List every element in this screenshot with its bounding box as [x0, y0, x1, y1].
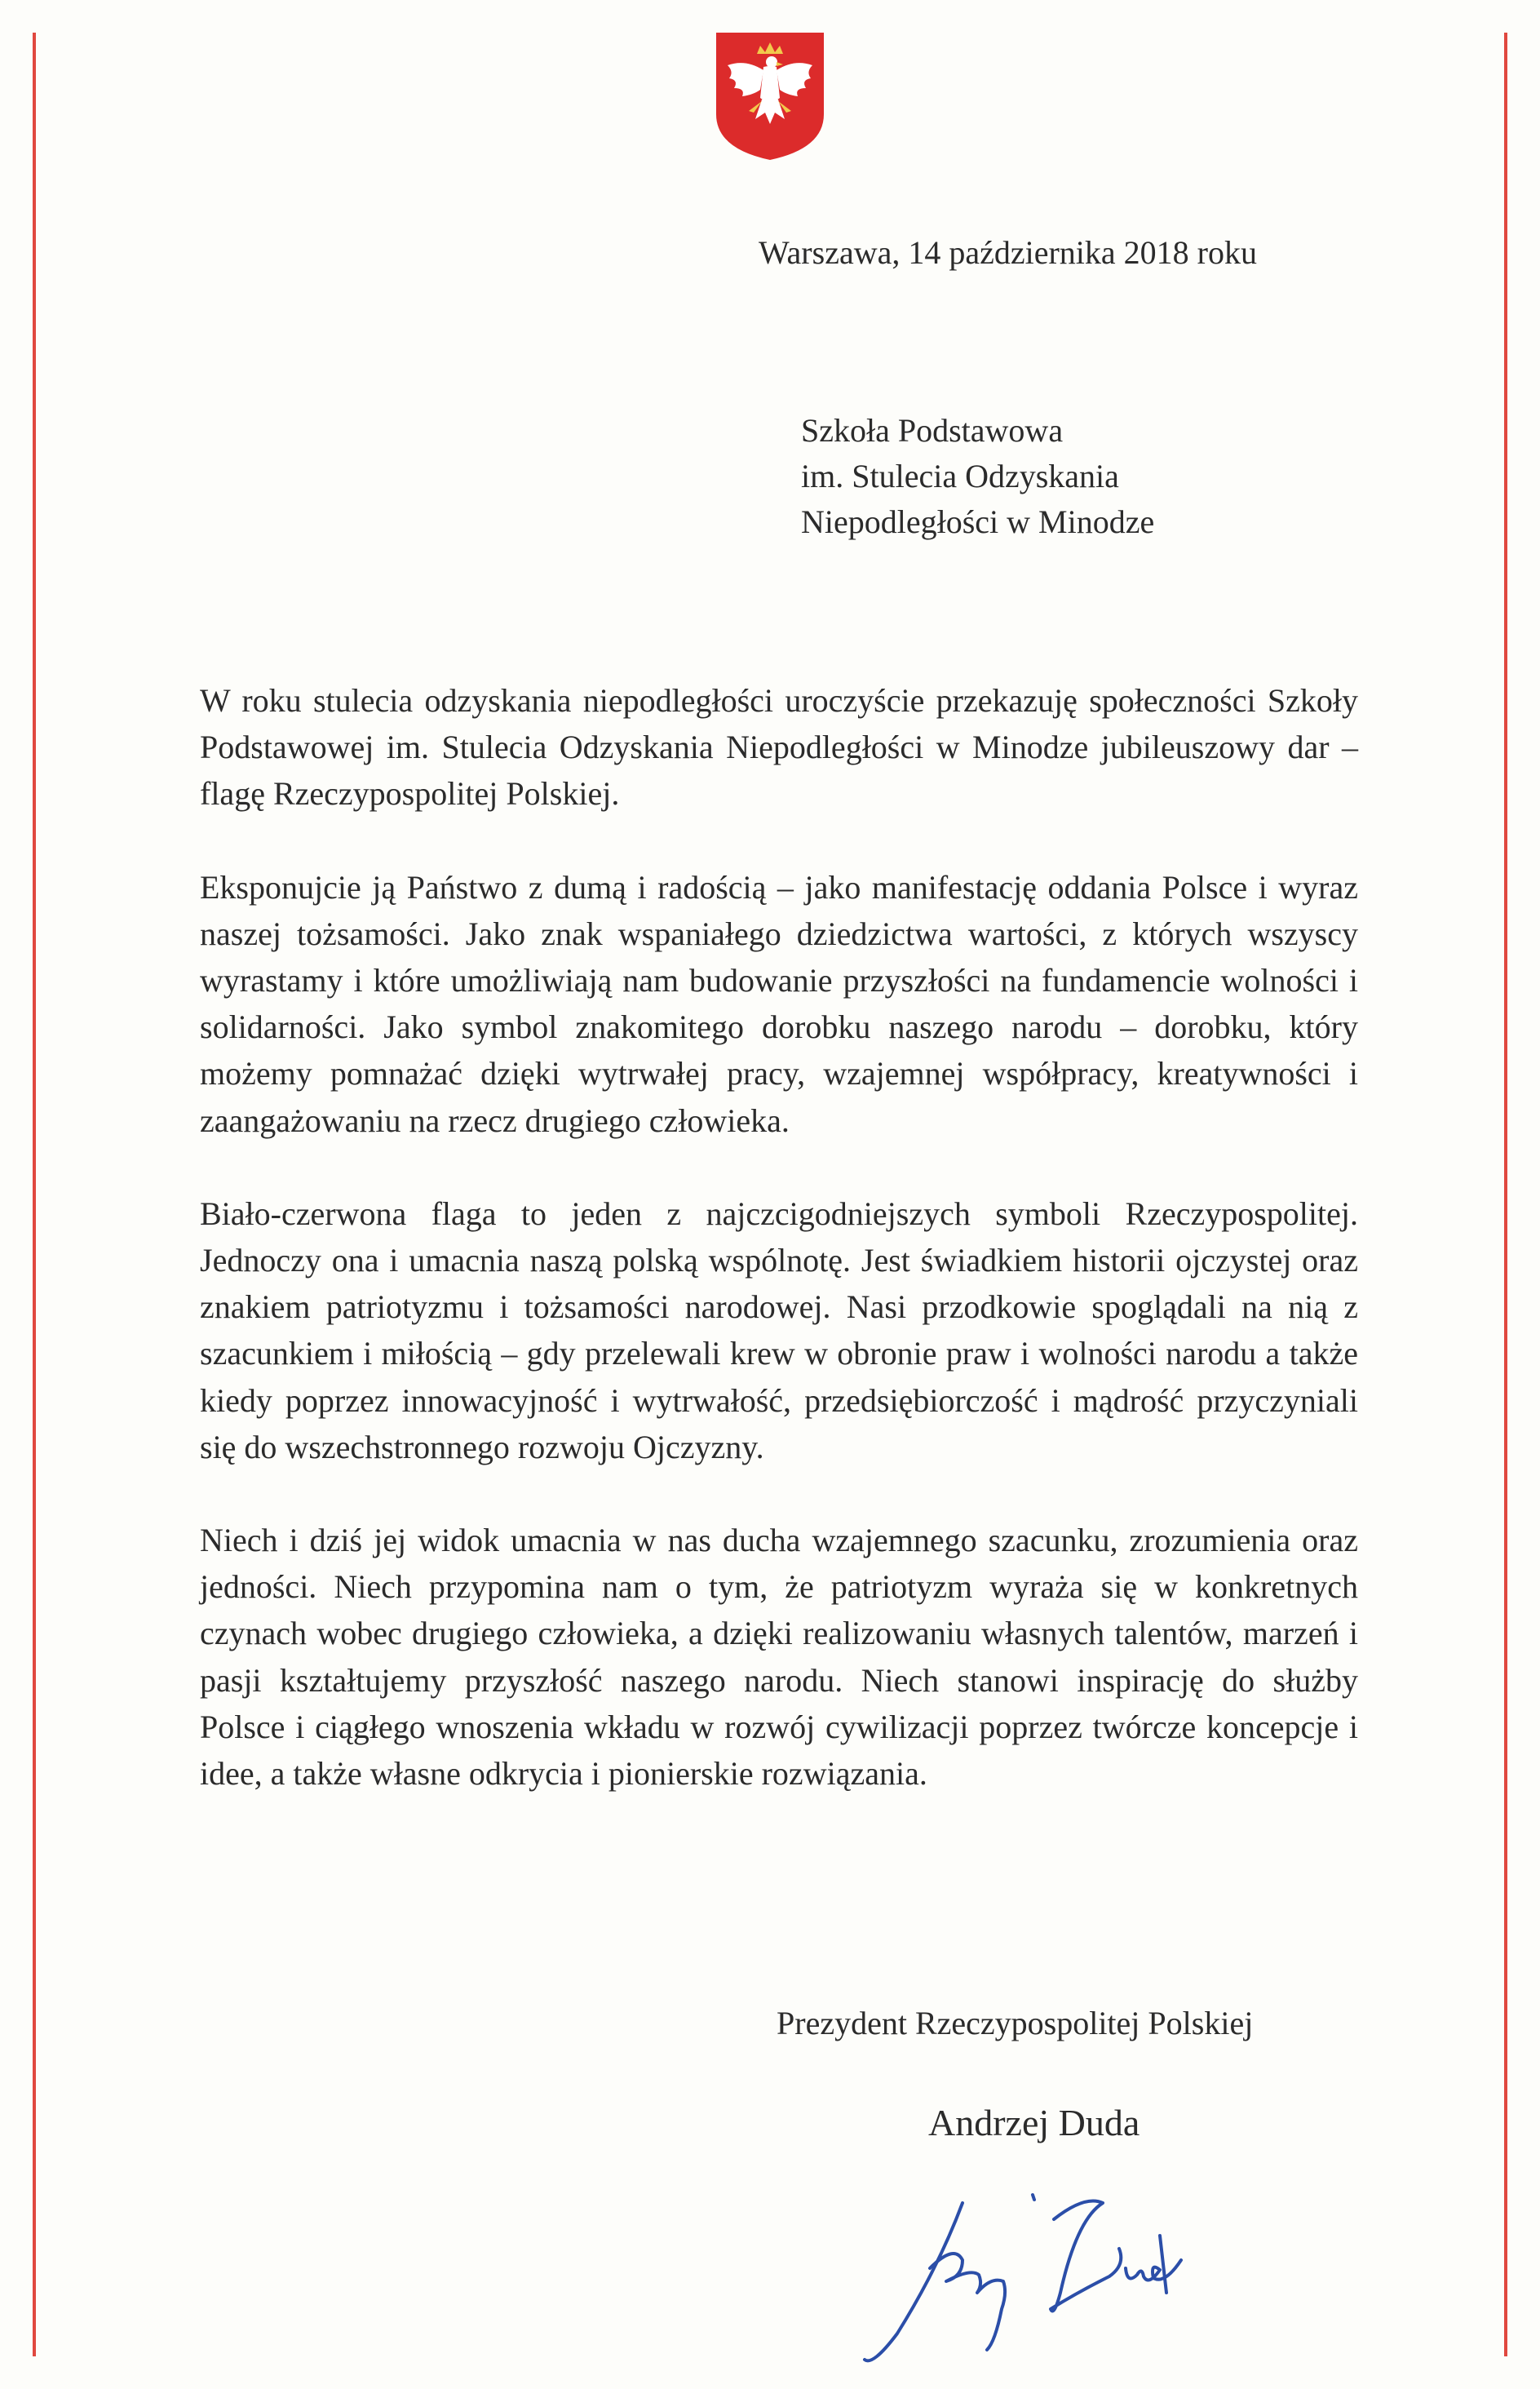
letter-body — [200, 677, 1358, 1843]
body-paragraph-1: W roku stulecia odzyskania niepodległości uroczyście przekazuję społeczności Szkoły Podstawowej im. Stulecia Odzyskania Niepodległości w Minodze jubileuszowy dar – flagę Rzeczypospolitej Polskiej. — [200, 682, 1358, 813]
body-paragraph-4: Niech i dziś jej widok umacnia w nas ducha wzajemnego szacunku, zrozumienia oraz jedności. Niech przypomina nam o tym, że patriotyzm wyraża się w konkretnych czynach wobec drugiego człowieka, a dzięki realizowaniu własnych talentów, marzeń i pasji kształtujemy przyszłość naszego narodu. Niech stanowi inspirację do służby Polsce i ciągłego wnoszenia wkładu w rozwój cywilizacji poprzez twórcze koncepcje i idee, a także własne odkrycia i pionierskie rozwiązania. — [200, 1522, 1358, 1793]
letter-date: Warszawa, 14 października 2018 roku — [759, 234, 1257, 271]
closing-name: Andrzej Duda — [928, 2102, 1140, 2143]
recipient-line-3: Niepodległości w Minodze — [801, 503, 1155, 540]
recipient-line-1: Szkoła Podstawowa — [801, 412, 1064, 449]
body-paragraph-3: Biało-czerwona flaga to jeden z najczcigodniejszych symboli Rzeczypospolitej. Jednoczy ona i umacnia naszą polską wspólnotę. Jest świadkiem historii ojczystej oraz znakiem patriotyzmu i tożsamości narodowej. Nasi przodkowie spoglądali na nią z szacunkiem i miłością – gdy przelewali krew w obronie praw i wolności narodu a także kiedy poprzez innowacyjność i wytrwałość, przedsiębiorczość i mądrość przyczyniali się do wszechstronnego rozwoju Ojczyzny. — [200, 1194, 1358, 1465]
left-border-line — [33, 33, 36, 2356]
recipient-address — [801, 408, 1421, 545]
body-paragraph-2: Eksponujcie ją Państwo z dumą i radością – jako manifestację oddania Polsce i wyraz naszej tożsamości. Jako znak wspaniałego dziedzictwa wartości, z których wszyscy wyrastamy i które umożliwiają nam budowanie przyszłości na fundamencie wolności i solidarności. Jako symbol znakomitego dorobku naszego narodu – dorobku, który możemy pomnażać dzięki wytrwałej pracy, wzajemnej współpracy, kreatywności i zaangażowaniu na rzecz drugiego człowieka. — [200, 868, 1358, 1139]
white-eagle-coat-of-arms-icon — [713, 29, 827, 163]
right-border-line — [1504, 33, 1507, 2356]
closing-title: Prezydent Rzeczypospolitej Polskiej — [777, 2005, 1254, 2041]
handwritten-signature-icon — [840, 2170, 1215, 2374]
recipient-line-2: im. Stulecia Odzyskania — [801, 458, 1119, 494]
